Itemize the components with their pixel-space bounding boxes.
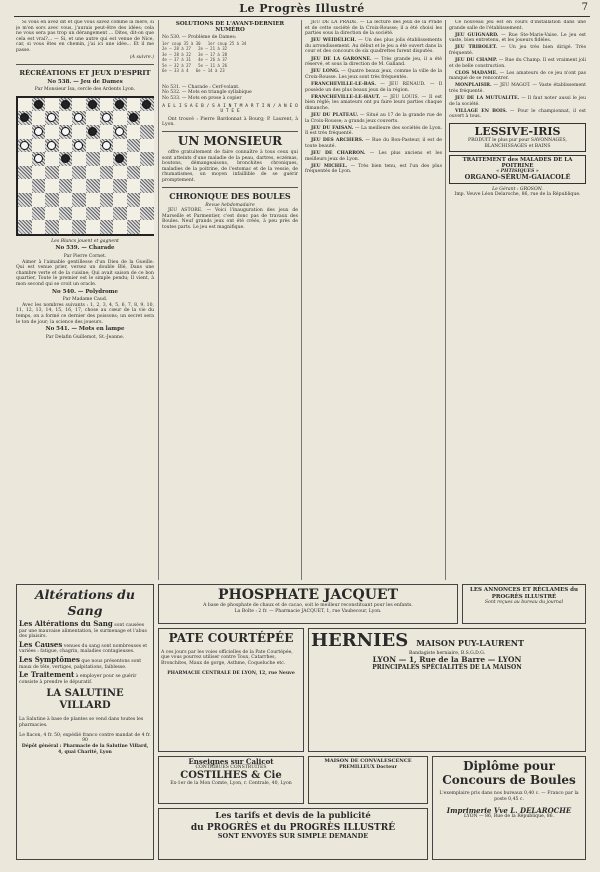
jeu-guignard-heading: JEU GUIGNARD. xyxy=(455,32,499,38)
white-piece xyxy=(47,113,56,122)
jeu-faisan-heading: JEU DU FAISAN. xyxy=(311,125,354,131)
col3-intro: JEU DE LA PRADE. — La lecture des jeux de la Prade et de cette société de la Croix-Rousse; il a été choisi les parties sous la direction de la société. xyxy=(305,20,442,37)
premilleux: PREMILLEUX Docteur xyxy=(339,764,397,770)
board-square xyxy=(86,125,100,139)
board-caption: Les Blancs jouent et gagnent xyxy=(51,238,119,244)
column-1 xyxy=(16,20,154,580)
white-piece xyxy=(61,127,70,136)
francheville-haut-heading: FRANCHEVILLE-LE-HAUT. xyxy=(311,94,381,100)
salutine-title: LA SALUTINE VILLARD xyxy=(46,688,124,712)
board-square xyxy=(59,220,73,234)
polydrome-text: Avec les nombres suivants : 1, 2, 3, 4, 5, 6, 7, 8, 9, 10, 11, 12, 13, 14, 15, 16, 17, chose au cœur de la vie du temps, on a formé ce dernier des poissons; un secret sera le ton de jour; la science des joueurs. xyxy=(16,302,154,325)
board-square xyxy=(100,220,114,234)
hernies-address: LYON — 1, Rue de la Barre — LYON xyxy=(372,654,522,664)
board-square xyxy=(127,98,141,112)
board-square xyxy=(140,179,154,193)
board-square xyxy=(18,166,32,180)
solution-532: No 532. — Mots en triangle syllabique xyxy=(162,90,252,96)
polydrome-title: No 540. — Polydrome xyxy=(51,288,118,295)
francheville-haut-text: — JEU LOUIS. — Il est bien réglé; les amateurs ont pu faire leurs parties chaque dimanche. xyxy=(305,94,442,111)
chronique-title: CHRONIQUE DES BOULES xyxy=(169,190,291,201)
board-square xyxy=(32,193,46,207)
tarifs-ad xyxy=(158,808,428,860)
solutions-title: SOLUTIONS DE L'AVANT-DERNIER NUMÉRO xyxy=(175,21,285,33)
story-ending: Si vous en avez dit et que vous savez comme la mère, si je m'en sors avec vous, j'aurais peut-être des idées; cela ne vous sera pas trop un dérangement ... Dites, dit-on que cela est vrai?... — Si, et une autre qui est venue de Nice, car, si vous êtes en chemin, j'ai ici une idée... Et il me passe. xyxy=(16,20,154,53)
black-piece xyxy=(20,113,29,122)
checkers-board xyxy=(16,96,154,236)
jeu-archers-text: — Rue du Bon-Pasteur, il est de toute beauté. xyxy=(305,138,442,149)
board-square xyxy=(45,111,59,125)
board-square xyxy=(86,166,100,180)
charade-text: Aimer à l'aimable gentillesse d'un Dieu de la Gueille. Qui est venue prier, versez un double Blé, Dans une chambre verte et de la cuisine; Qui avait saison de ce bon quartier, Toute le premier est le simple pendu; Il vient, à mon second qui se croit un oracle. xyxy=(16,259,154,287)
board-square xyxy=(32,98,46,112)
board-square xyxy=(100,207,114,221)
jeu-weidelich-text: — Un des plus jolis établissements du arrondissement. Au début et le jeu a été ouvert dans la cour et des concours de six quadrettes furent disputés. xyxy=(305,38,442,55)
annonces-ad xyxy=(462,584,586,624)
solution-531: No 531. — Charade : Cerf-volant. xyxy=(162,84,240,90)
recreations-heading: RÉCRÉATIONS ET JEUX D'ESPRIT xyxy=(19,68,151,77)
board-square xyxy=(45,98,59,112)
alt-3-title: Les Symptômes xyxy=(19,654,80,664)
black-piece xyxy=(88,100,97,109)
village-bois-heading: VILLAGE EN BOIS. xyxy=(455,108,507,114)
jeu-charron-heading: JEU DE CHARRON. xyxy=(311,150,366,156)
board-square xyxy=(32,166,46,180)
jeu-long-heading: JEU LONG. xyxy=(311,69,340,75)
puy-laurent: MAISON PUY-LAURENT xyxy=(416,638,524,648)
jeu-plateau-text: — Situé au 17 de la grande rue de la Croix-Rousse; a grands jeux couverts. xyxy=(305,112,442,124)
black-piece xyxy=(34,100,43,109)
board-square xyxy=(113,125,127,139)
diplome-ad xyxy=(432,756,586,860)
board-square xyxy=(18,220,32,234)
column-2: SOLUTIONS DE L'AVANT-DERNIER NUMÉRO No 530. — Problème de Dames: 1er coup 35 à 30 1er coup 25 à 34 2e — 28 à 27 2e — 21 à 32 3e — 28 à 22 3e — 17 à 28 4e — 37 à 31 4e — 26 à 37 5e — 32 à 27 5e — 11 à 26 6e — 33 à 4 6e — 14 à 23 No 531. — Charade : Cerf-volant. No 532. — Mots en triangle syllabique No 533. — Mots en prose à copier A E L I S A E B / S A I N T M A R T I N / A N E O U T E E Ont trouvé : Pierre Bardonnat à Bourg; P. Laurent, à Lyon. UN MONSIEUR offre gratuitement de faire connaître à tous ceux qui sont atteints d'une maladie de la peau, dartres, eczémas, boutons, démangeaisons, bronchites chroniques, maladies de la poitrine, de l'estomac et de la vessie, de rhumatismes, un moyen infaillible de se guérir promptement. CHRONIQUE DES BOULES Revue hebdomadaire JEU ASTORE. — Voici l'inauguration des jeux de Marseille et Parmentier, c'est donc pas de travaux des Boules. Neuf grands jeux ont été créés, à peu près de toutes parts. Le jeu est magnifique. xyxy=(162,21,298,230)
solution-530: No 530. — Problème de Dames: xyxy=(162,35,237,41)
board-square xyxy=(45,193,59,207)
board-square xyxy=(127,139,141,153)
pate-text: A ces jours par les voies officielles de la Pate Courtépée, que vous pourrez utiliser contre Toux, Catarrhes, Bronchites, Maux de gorge, Asthme, Coqueluche etc. xyxy=(161,649,293,666)
board-square xyxy=(140,139,154,153)
village-bois-text: — Pour le championnat, il est ouvert à tous. xyxy=(449,108,586,120)
board-square xyxy=(86,98,100,112)
white-piece xyxy=(74,113,83,122)
black-piece xyxy=(129,113,138,122)
jeu-mutualite-text: — Il faut noter aussi le jeu de la société. xyxy=(449,96,586,107)
dames-title: No 538. — Jeu de Dames xyxy=(47,78,123,85)
board-square xyxy=(45,179,59,193)
annonces-sub: Sont reçues au bureau du journal xyxy=(484,600,564,605)
mots-author: Par Delafin Guillemot, St.-Jeanne. xyxy=(45,334,125,340)
gerant: Le Gérant : GROSON. xyxy=(492,186,543,192)
pate-ad xyxy=(158,628,304,752)
board-square xyxy=(72,98,86,112)
board-square xyxy=(113,220,127,234)
alt-3-text: que nous présentons sont maux de tête, vertiges, palpitations, faiblesse. xyxy=(19,658,142,670)
alt-2-title: Les Causes xyxy=(19,639,63,649)
jeu-plateau-heading: JEU DU PLATEAU. xyxy=(311,112,359,118)
board-square xyxy=(127,179,141,193)
board-square xyxy=(45,166,59,180)
charade-author: Par Pierre Cornet. xyxy=(63,254,107,260)
board-square xyxy=(18,207,32,221)
to-be-continued: (A suivre.) xyxy=(129,55,154,61)
salutine-text: La Salutine à base de plantes se vend dans toutes les pharmacies. xyxy=(19,716,144,728)
board-square xyxy=(127,220,141,234)
black-piece xyxy=(61,100,70,109)
board-square xyxy=(113,139,127,153)
alterations-title: Altérations du Sang xyxy=(34,587,136,618)
monsieur-text: offre gratuitement de faire connaître à tous ceux qui sont atteints d'une maladie de la peau, dartres, eczémas, boutons, démangeaisons, bronchites chroniques, maladies de la poitrine, de l'estomac et de la vessie, de rhumatismes, un moyen infaillible de se guérir promptement. xyxy=(162,149,298,183)
annonces-title: LES ANNONCES ET RÉCLAMES du PROGRÈS ILLUSTRÉ xyxy=(469,587,579,600)
white-piece xyxy=(34,154,43,163)
board-square xyxy=(32,152,46,166)
jeu-champ-text: — Rue du Champ. Il est vraiment joli et de belle construction. xyxy=(449,58,586,69)
board-square xyxy=(18,139,32,153)
board-square xyxy=(100,139,114,153)
solution-533: No 533. — Mots en prose à copier xyxy=(162,95,242,101)
jeu-charron-text: — Les plus anciens et les meilleurs jeux de Lyon. xyxy=(305,150,442,162)
board-square xyxy=(113,166,127,180)
board-square xyxy=(45,207,59,221)
board-square xyxy=(59,125,73,139)
board-square xyxy=(100,179,114,193)
chronique-text: JEU ASTORE. — Voici l'inauguration des jeux de Marseille et Parmentier, c'est donc pas de travaux des Boules. Neuf grands jeux ont été créés, à peu près de toutes parts. Le jeu est magnifique. xyxy=(162,208,298,230)
board-square xyxy=(72,207,86,221)
alt-1-title: Les Altérations du Sang xyxy=(19,619,113,628)
hernies-title: HERNIES xyxy=(311,630,409,651)
pate-title: PATE COURTÉPÉE xyxy=(168,631,294,645)
black-piece xyxy=(142,100,151,109)
lessive-iris-ad: LESSIVE-IRIS xyxy=(474,125,561,138)
board-square xyxy=(127,125,141,139)
board-square xyxy=(45,152,59,166)
lessive-iris-sub: PRODUIT le plus pur pour SAVONNAGES, BLANCHISSAGES et BAINS xyxy=(468,138,567,149)
alt-1-text: sont causées par une mauvaise alimentation, le surmenage et l'abus des plaisirs. xyxy=(19,623,147,640)
board-square xyxy=(59,166,73,180)
alt-4-text: à employer pour se guérir consiste à prendre le dépuratif. xyxy=(19,674,137,685)
board-square xyxy=(72,111,86,125)
enseignes-sub: CONTRIBUES CONSTRUITES xyxy=(195,764,267,770)
board-square xyxy=(32,220,46,234)
maison-convalescence-ad xyxy=(308,756,428,804)
jeu-tribolet-heading: JEU TRIBOLET. xyxy=(455,45,498,51)
francheville-bas-text: — JEU RENAUD. — Il possède un des plus beaux jeux de la région. xyxy=(305,81,442,93)
phosphate-ad xyxy=(158,584,458,624)
newspaper-title: Le Progrès Illustré xyxy=(239,2,365,15)
board-square xyxy=(100,166,114,180)
monplaisir-heading: MONPLAISIR. xyxy=(455,83,492,89)
board-square xyxy=(72,125,86,139)
board-square xyxy=(140,166,154,180)
diplome-title: Diplôme pour Concours de Boules xyxy=(442,759,576,787)
board-square xyxy=(45,220,59,234)
board-square xyxy=(140,207,154,221)
board-square xyxy=(18,111,32,125)
board-square xyxy=(59,193,73,207)
board-square xyxy=(140,111,154,125)
board-square xyxy=(127,207,141,221)
black-piece xyxy=(61,154,70,163)
jeu-weidelich-heading: JEU WEIDELICH. xyxy=(311,38,357,44)
phosphate-text: A base de phosphate de chaux et de cacao, soit le meilleur reconstituant pour les enfants. xyxy=(203,603,413,608)
maison-title: MAISON DE CONVALESCENCE xyxy=(324,758,412,764)
column-4 xyxy=(449,20,586,580)
board-square xyxy=(113,111,127,125)
imprimeur: Imp. Veuve Léon Delaroche, 86, rue de la République. xyxy=(454,192,581,198)
board-square xyxy=(86,179,100,193)
board-square xyxy=(18,179,32,193)
polydrome-author: Par Madame Caud. xyxy=(62,297,108,303)
diplome-price: L'exemplaire pris dans nos bureaux 0,40 c. — Franco par la poste 0,45 c. xyxy=(439,791,579,802)
jeu-faisan-text: — La meilleure des sociétés de Lyon. Il est très fréquenté. xyxy=(305,125,442,137)
imprimerie: Imprimerie Vve L. DELAROCHE xyxy=(446,806,572,816)
board-square xyxy=(140,98,154,112)
board-square xyxy=(113,179,127,193)
board-square xyxy=(113,207,127,221)
jeu-guignard-text: — Rue Ste-Marie-Vaise. Le jeu est vaste, bien entretenu, et les joueurs fidèles. xyxy=(449,32,586,44)
jeu-mutualite-heading: JEU DE LA MUTUALITE. xyxy=(455,96,520,102)
board-square xyxy=(140,125,154,139)
page-number: 7 xyxy=(581,2,588,13)
board-square xyxy=(72,179,86,193)
board-square xyxy=(86,152,100,166)
charade-title: No 539. — Charade xyxy=(55,245,115,252)
phosphate-title: PHOSPHATE JACQUET xyxy=(218,587,398,603)
jeu-long-text: — Quatre beaux jeux, comme la ville de la Croix-Rousse. Les jeux sont très fréquentés. xyxy=(305,69,442,80)
board-square xyxy=(45,139,59,153)
board-square xyxy=(45,125,59,139)
prose-solution: A E L I S A E B / S A I N T M A R T I N / A N E O U T E E xyxy=(162,103,298,115)
pate-depot: PHARMACIE CENTRALE DE LYON, 12, rue Neuve xyxy=(167,670,295,676)
board-square xyxy=(59,139,73,153)
phosphate-price: La Boîte : 2 fr. — Pharmacie JACQUET, 1, rue Vaubecour, Lyon. xyxy=(234,608,382,614)
board-square xyxy=(113,152,127,166)
white-piece xyxy=(34,127,43,136)
costilhes-address: Ex-1er de la Mon Comte, Lyon, r. Centrale, 40, Lyon xyxy=(170,781,292,787)
board-square xyxy=(140,152,154,166)
chronique-subtitle: Revue hebdomadaire xyxy=(205,202,255,208)
board-square xyxy=(32,125,46,139)
hernies-specialites: PRINCIPALES SPÉCIALITÉS DE LA MAISON xyxy=(372,664,522,672)
board-square xyxy=(18,193,32,207)
white-piece xyxy=(47,141,56,150)
mots-title: No 541. — Mots en lampe xyxy=(45,326,125,333)
board-square xyxy=(86,139,100,153)
board-square xyxy=(127,152,141,166)
enseignes-ad xyxy=(158,756,304,804)
board-square xyxy=(59,207,73,221)
black-piece xyxy=(115,154,124,163)
white-piece xyxy=(102,141,111,150)
board-square xyxy=(59,179,73,193)
monplaisir-text: — JEU MAGOT. — Vaste établissement très fréquenté. xyxy=(449,83,586,95)
imprimerie-address: LYON — 86, Rue de la République, 86. xyxy=(463,813,555,819)
board-square xyxy=(100,193,114,207)
board-square xyxy=(72,166,86,180)
board-square xyxy=(100,152,114,166)
solvers-list: Ont trouvé : Pierre Bardonnat à Bourg; P. Laurent, à Lyon. xyxy=(162,116,298,128)
black-piece xyxy=(115,100,124,109)
board-square xyxy=(32,111,46,125)
board-square xyxy=(113,193,127,207)
board-square xyxy=(113,98,127,112)
jeu-champ-heading: JEU DU CHAMP. xyxy=(455,58,498,64)
board-square xyxy=(140,220,154,234)
board-square xyxy=(127,193,141,207)
white-piece xyxy=(115,127,124,136)
jeu-garonne-text: — Très grande jeu, il a été réservé, et sous la direction de M. Galland. xyxy=(305,56,442,68)
alt-4-title: Le Traitement xyxy=(19,670,75,680)
black-piece xyxy=(88,127,97,136)
traitement-title: TRAITEMENT des MALADES DE LA POITRINE xyxy=(462,157,573,169)
white-piece xyxy=(74,141,83,150)
board-square xyxy=(32,207,46,221)
jeu-michel-heading: JEU MICHEL. xyxy=(311,163,348,169)
board-square xyxy=(32,179,46,193)
costilhes: COSTILHES & Cie xyxy=(180,770,282,782)
hernies-sub: Bandagiste herniaire, B.S.G.D.G. xyxy=(408,651,486,656)
jeu-michel-text: — Très bien tenu, est l'un des plus fréquentés de Lyon. xyxy=(305,163,442,175)
board-square xyxy=(86,193,100,207)
francheville-bas-heading: FRANCHEVILLE-LE-BAS. xyxy=(311,81,376,87)
progres-line: du PROGRÈS et du PROGRÈS ILLUSTRÉ xyxy=(190,823,396,833)
page-header xyxy=(14,2,590,17)
phtisiques: « PHTISIQUES » xyxy=(496,169,539,175)
board-square xyxy=(86,207,100,221)
board-square xyxy=(86,111,100,125)
organo-serum: ORGANO-SÉRUM-GAIACOLÉ xyxy=(464,172,571,181)
board-square xyxy=(72,152,86,166)
board-square xyxy=(140,193,154,207)
board-square xyxy=(127,111,141,125)
board-square xyxy=(59,152,73,166)
envoi-line: SONT ENVOYÉS SUR SIMPLE DEMANDE xyxy=(217,832,369,840)
col4-intro: Ce nouveau jeu est en cours d'installation dans une grande salle de l'établissement. xyxy=(449,20,586,31)
board-square xyxy=(59,111,73,125)
board-square xyxy=(72,139,86,153)
dames-author: Par Monsieur Isa, cercle des Ardents Lyon. xyxy=(34,87,136,93)
column-3 xyxy=(305,20,442,580)
board-square xyxy=(100,125,114,139)
board-square xyxy=(18,152,32,166)
alt-2-text: venues du sang sont nombreuses et variées : fatigue, chagrin, maladies contagieuses. xyxy=(19,643,148,655)
white-piece xyxy=(102,113,111,122)
board-square xyxy=(86,220,100,234)
white-piece xyxy=(20,141,29,150)
alterations-ad xyxy=(16,584,154,860)
tarifs-title: Les tarifs et devis de la publicité xyxy=(215,811,371,821)
board-square xyxy=(18,98,32,112)
board-square xyxy=(32,139,46,153)
salutine-depot: Dépôt général : Pharmacie de la Salutine Villard, 4, quai Charité, Lyon xyxy=(21,743,149,755)
board-square xyxy=(72,220,86,234)
clos-madame-text: — Les amateurs de ce jeu n'ont pas manqué de se rencontrer. xyxy=(449,70,586,82)
jeu-archers-heading: JEU DES ARCHERS. xyxy=(311,138,364,144)
monsieur-heading: UN MONSIEUR xyxy=(177,133,283,148)
board-square xyxy=(100,98,114,112)
board-square xyxy=(100,111,114,125)
board-square xyxy=(59,98,73,112)
salutine-price: Le flacon, 4 fr. 50; expédié franco contre mandat de 4 fr. 90 xyxy=(19,732,151,744)
jeu-tribolet-text: — Un jeu très bien dirigé. Très fréquenté. xyxy=(449,45,586,56)
board-square xyxy=(72,193,86,207)
enseignes-title: Enseignes sur Calicot xyxy=(188,757,274,766)
board-square xyxy=(18,125,32,139)
jeu-garonne-heading: JEU DE LA GARONNE. xyxy=(311,56,372,62)
clos-madame-heading: CLOS MADAME. xyxy=(455,70,498,76)
hernies-ad xyxy=(308,628,586,752)
board-square xyxy=(127,166,141,180)
